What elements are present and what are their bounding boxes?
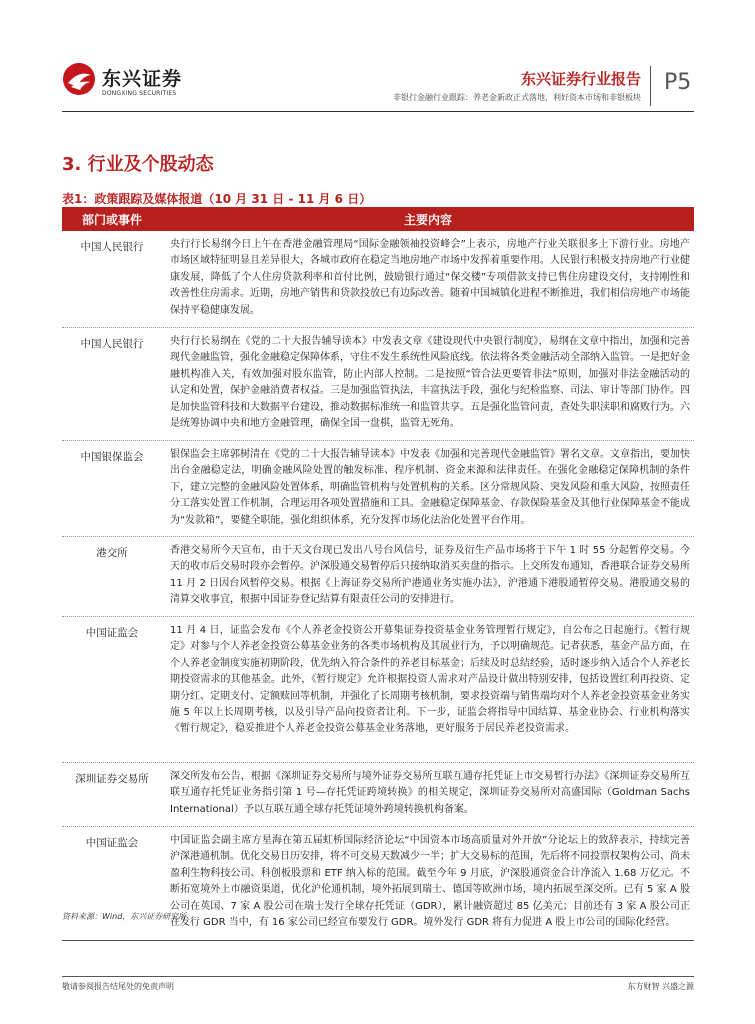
row-dept: 中国证监会 xyxy=(85,837,139,849)
row-dept: 港交所 xyxy=(96,547,128,559)
table-row xyxy=(62,617,694,763)
table-header xyxy=(62,207,694,231)
table-caption: 表1：政策跟踪及媒体报道（10 月 31 日 - 11 月 6 日） xyxy=(62,192,372,206)
column-header-content: 主要内容 xyxy=(403,212,452,227)
page-number: P5 xyxy=(664,70,692,95)
table-row xyxy=(62,328,694,441)
row-content: 深交所发布公告，根据《深圳证券交易所与境外证券交易所互联互通存托凭证上市交易暂行办法》《深圳证券交易所互联互通存托凭证业务指引第 1 号—存托凭证跨境转换》的相关规定，深圳证券交易所对高盛国际（Goldman Sachs International）予以互联互通全球存托凭证境外跨境转换机构备案。 xyxy=(170,771,690,815)
source-note: 资料来源：Wind，东兴证券研究所 xyxy=(62,912,187,921)
row-dept: 深圳证券交易所 xyxy=(75,773,149,785)
row-dept: 中国银保监会 xyxy=(80,451,144,463)
policy-table xyxy=(62,207,694,941)
row-dept: 中国人民银行 xyxy=(80,338,144,350)
row-content: 央行行长易纲在《党的二十大报告辅导读本》中发表文章《建设现代中央银行制度》，易纲在文章中指出，加强和完善现代金融监管，强化金融稳定保障体系，守住不发生系统性风险底线。依法将各类金融活动全部纳入监管。一是把好金融机构准入关，有效加强对股东监管，防止内部人控制。二是按照“管合法更要管非法”原则，加强对非法金融活动的认定和处置，保护金融消费者权益。三是加强监管执法，丰富执法手段，强化与纪检监察、司法、审计等部门协作。四是加快监管科技和大数据平台建设，推动数据标准统一和监管共享。五是强化监管问责，查处失职渎职和腐败行为。六是统筹协调中央和地方金融管理，确保全国一盘棋，监管无死角。 xyxy=(170,336,690,430)
row-content: 香港交易所今天宣布，由于天文台现已发出八号台风信号，证券及衍生产品市场将于下午 1 时 55 分起暂停交易。今天的收市后交易时段亦会暂停。沪深股通交易暂停后只接纳取消买卖盘的指示。上交所发布通知，香港联合证券交易所 11 月 2 日因台风暂停交易。根据《上海证券交易所沪港通业务实施办法》，沪港通下港股通暂停交易。港股通交易的清算交收事宜，根据中国证券登记结算有限责任公司的安排进行。 xyxy=(170,545,690,606)
column-header-dept: 部门或事件 xyxy=(81,212,142,227)
footer-slogan: 东方财智 兴盛之源 xyxy=(627,982,694,991)
table-row xyxy=(62,763,694,827)
table-row xyxy=(62,537,694,617)
table-row xyxy=(62,827,694,941)
row-content: 银保监会主席郭树清在《党的二十大报告辅导读本》中发表《加强和完善现代金融监管》署名文章。文章指出，要加快出台金融稳定法，明确金融风险处置的触发标准、程序机制、资金来源和法律责任。在强化金融稳定保障机制的条件下，建立完整的金融风险处置体系，明确监管机构与处置机构的关系。区分常规风险、突发风险和重大风险，按照责任分工落实处置工作机制，合理运用各项处置措施和工具。金融稳定保障基金、存款保险基金及其他行业保障基金不能成为“发款箱”，要健全职能，强化组织体系，充分发挥市场化法治化处置平台作用。 xyxy=(170,449,690,526)
table-row xyxy=(62,231,694,328)
logo-mark-icon xyxy=(62,62,96,96)
report-title: 东兴证券行业报告 xyxy=(520,70,641,88)
section-title: 3. 行业及个股动态 xyxy=(62,154,214,175)
disclaimer-link[interactable]: 敬请参阅报告结尾处的免责声明 xyxy=(62,982,174,991)
footer-rule xyxy=(62,976,694,977)
row-content: 央行行长易纲今日上午在香港金融管理局“国际金融领袖投资峰会”上表示，房地产行业关联很多上下游行业。房地产市场区域特征明显且差异很大，各城市政府在稳定当地房地产市场中发挥着重要作用。人民银行积极支持房地产行业健康发展，降低了个人住房贷款利率和首付比例，鼓励银行通过“保交楼”专项借款支持已售住房建设交付，支持刚性和改善性住房需求。近期，房地产销售和贷款投放已有边际改善。随着中国城镇化进程不断推进，我们相信房地产市场能保持平稳健康发展。 xyxy=(170,239,690,316)
row-content: 中国证监会副主席方星海在第五届虹桥国际经济论坛“中国资本市场高质量对外开放”分论坛上的致辞表示，持续完善沪深港通机制。优化交易日历安排，将不可交易天数减少一半；扩大交易标的范围，先后将不同投票权架构公司、尚未盈利生物科技公司、科创板股票和 ETF 纳入标的范围。截至今年 9 月底，沪深股通资金合计净流入 1.68 万亿元。不断拓宽境外上市融资渠道，优化沪伦通机制，境外拓展到瑞士、德国等欧洲市场，境内拓展至深交所。已有 5 家 A 股公司在英国、7 家 A 股公司在瑞士发行全球存托凭证（GDR），累计融资超过 85 亿美元；目前还有 3 家 A 股公司正在发行 GDR 当中，有 16 家公司已经宣布要发行 GDR。境外发行 GDR 将有力促进 A 股上市公司的国际化经营。 xyxy=(170,835,690,929)
row-dept: 中国证监会 xyxy=(85,627,139,639)
header-divider xyxy=(650,66,651,106)
row-dept: 中国人民银行 xyxy=(80,241,144,253)
logo-text-cn: 东兴证券 xyxy=(102,68,183,90)
logo-text-en: DONGXING SECURITIES xyxy=(102,90,177,97)
table-row xyxy=(62,441,694,537)
report-subtitle: 非银行金融行业跟踪：养老金新政正式落地，利好资本市场和非银板块 xyxy=(393,93,641,102)
company-logo xyxy=(62,60,212,108)
header-rule xyxy=(62,111,694,112)
row-content: 11 月 4 日，证监会发布《个人养老金投资公开募集证券投资基金业务管理暂行规定》，自公布之日起施行。《暂行规定》对参与个人养老金投资公募基金业务的各类市场机构及其展业行为，予以明确规范。记者获悉，基金产品方面，在个人养老金制度实施初期阶段，优先纳入符合条件的养老目标基金；后续及时总结经验，适时逐步纳入适合个人养老长期投资需求的其他基金。此外，《暂行规定》允许根据投资人需求对产品设计做出特别安排，包括设置红利再投资、定期分红、定期支付、定额赎回等机制，并强化了长周期考核机制，要求投资端与销售端均对个人养老金投资基金业务实施 5 年以上长周期考核，以及引导产品向投资者让利。下一步，证监会将指导中国结算、基金业协会、行业机构落实《暂行规定》，稳妥推进个人养老金投资公募基金业务落地，更好服务于居民养老投资需求。 xyxy=(170,625,690,735)
